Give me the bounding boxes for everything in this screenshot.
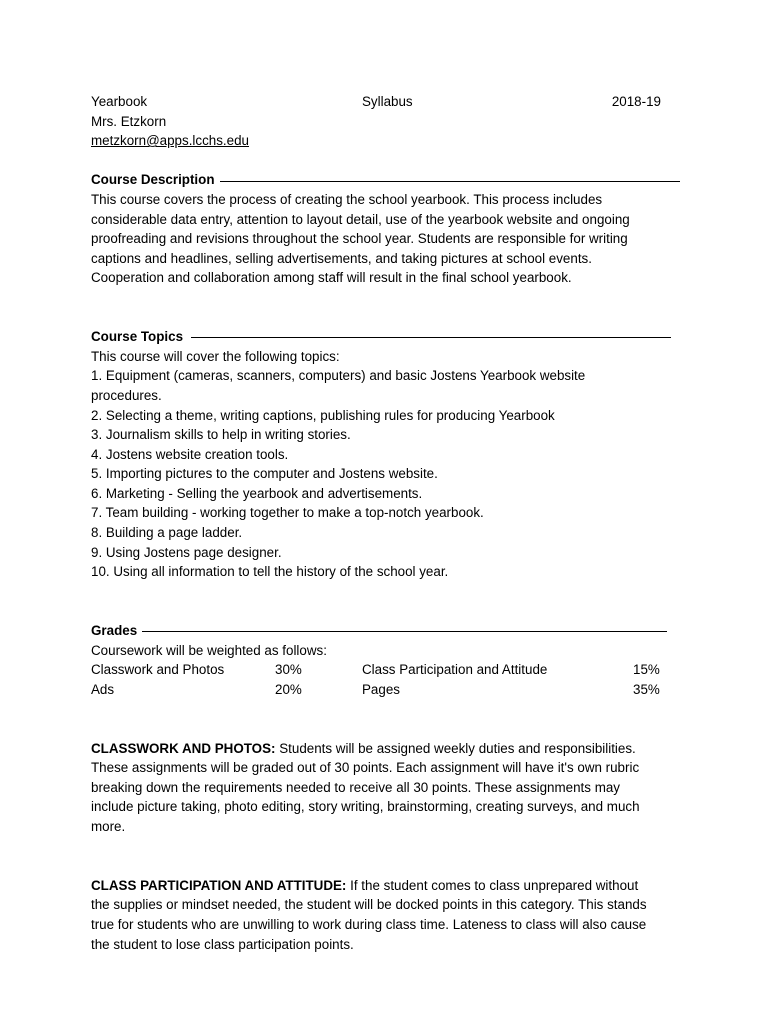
grades-intro: Coursework will be weighted as follows: [91,642,327,658]
heading-rule [142,631,667,632]
classwork-paragraph [91,739,681,837]
list-item: 7. Team building - working together to make a top-notch yearbook. [91,505,484,521]
course-name: Yearbook [91,94,148,109]
teacher-email-link[interactable]: metzkorn@apps.lcchs.edu [91,133,249,149]
text-line: These assignments will be graded out of 30 points. Each assignment will have it's own rubric [91,760,640,776]
text-line: breaking down the requirements needed to receive all 30 points. These assignments may [91,779,620,795]
list-item: 2. Selecting a theme, writing captions, publishing rules for producing Yearbook [91,407,555,423]
course-topics-heading [91,327,681,347]
heading-rule [191,337,671,338]
syllabus-page [91,92,681,954]
grades-heading [91,621,681,641]
list-item: procedures. [91,387,162,403]
header-row [91,92,681,112]
grade-percent: 35% [633,681,660,697]
school-year: 2018-19 [611,94,661,109]
text-line: more. [91,818,126,834]
text-line: This course covers the process of creating the school yearbook. This process includes [91,191,603,207]
topics-intro: This course will cover the following topics: [91,348,340,364]
grade-weight-row [91,660,681,680]
list-item: 10. Using all information to tell the history of the school year. [91,564,449,580]
text-line: the student to lose class participation points. [91,936,354,952]
section-title: Grades [91,623,138,639]
list-item: 9. Using Jostens page designer. [91,544,282,560]
list-item: 1. Equipment (cameras, scanners, computers) and basic Jostens Yearbook website [91,368,586,384]
document-type: Syllabus [362,94,413,109]
grade-category: Ads [91,681,115,697]
grade-percent: 15% [633,662,660,678]
list-item: 3. Journalism skills to help in writing stories. [91,427,351,443]
grade-weight-row [91,680,681,700]
course-description-heading [91,170,681,190]
list-item: 5. Importing pictures to the computer and Jostens website. [91,466,438,482]
section-title: Course Description [91,172,215,188]
participation-label: CLASS PARTICIPATION AND ATTITUDE: [91,877,347,893]
grade-percent: 20% [275,681,302,697]
text-line: captions and headlines, selling advertisements, and taking pictures at school events. [91,250,592,266]
heading-rule [220,181,680,182]
section-title: Course Topics [91,329,184,345]
grade-category: Pages [362,681,400,697]
text-line: proofreading and revisions throughout the school year. Students are responsible for writing [91,231,628,247]
grade-category: Class Participation and Attitude [362,662,548,678]
text-line: Cooperation and collaboration among staff will result in the final school yearbook. [91,270,572,286]
list-item: 4. Jostens website creation tools. [91,446,289,462]
text-line: include picture taking, photo editing, story writing, brainstorming, creating surveys, and much [91,799,640,815]
text-line: Students will be assigned weekly duties and responsibilities. [275,740,636,756]
text-line: If the student comes to class unprepared without [346,877,639,893]
text-line: true for students who are unwilling to work during class time. Lateness to class will also cause [91,916,647,932]
list-item: 8. Building a page ladder. [91,525,243,541]
list-item: 6. Marketing - Selling the yearbook and advertisements. [91,485,423,501]
course-description-body [91,190,681,288]
teacher-name: Mrs. Etzkorn [91,113,167,129]
participation-paragraph [91,876,681,954]
text-line: the supplies or mindset needed, the student will be docked points in this category. This stands [91,897,647,913]
topics-list [91,366,681,582]
grade-category: Classwork and Photos [91,662,225,678]
grade-percent: 30% [275,662,302,678]
text-line: considerable data entry, attention to layout detail, use of the yearbook website and ongoing [91,211,630,227]
classwork-label: CLASSWORK AND PHOTOS: [91,740,276,756]
